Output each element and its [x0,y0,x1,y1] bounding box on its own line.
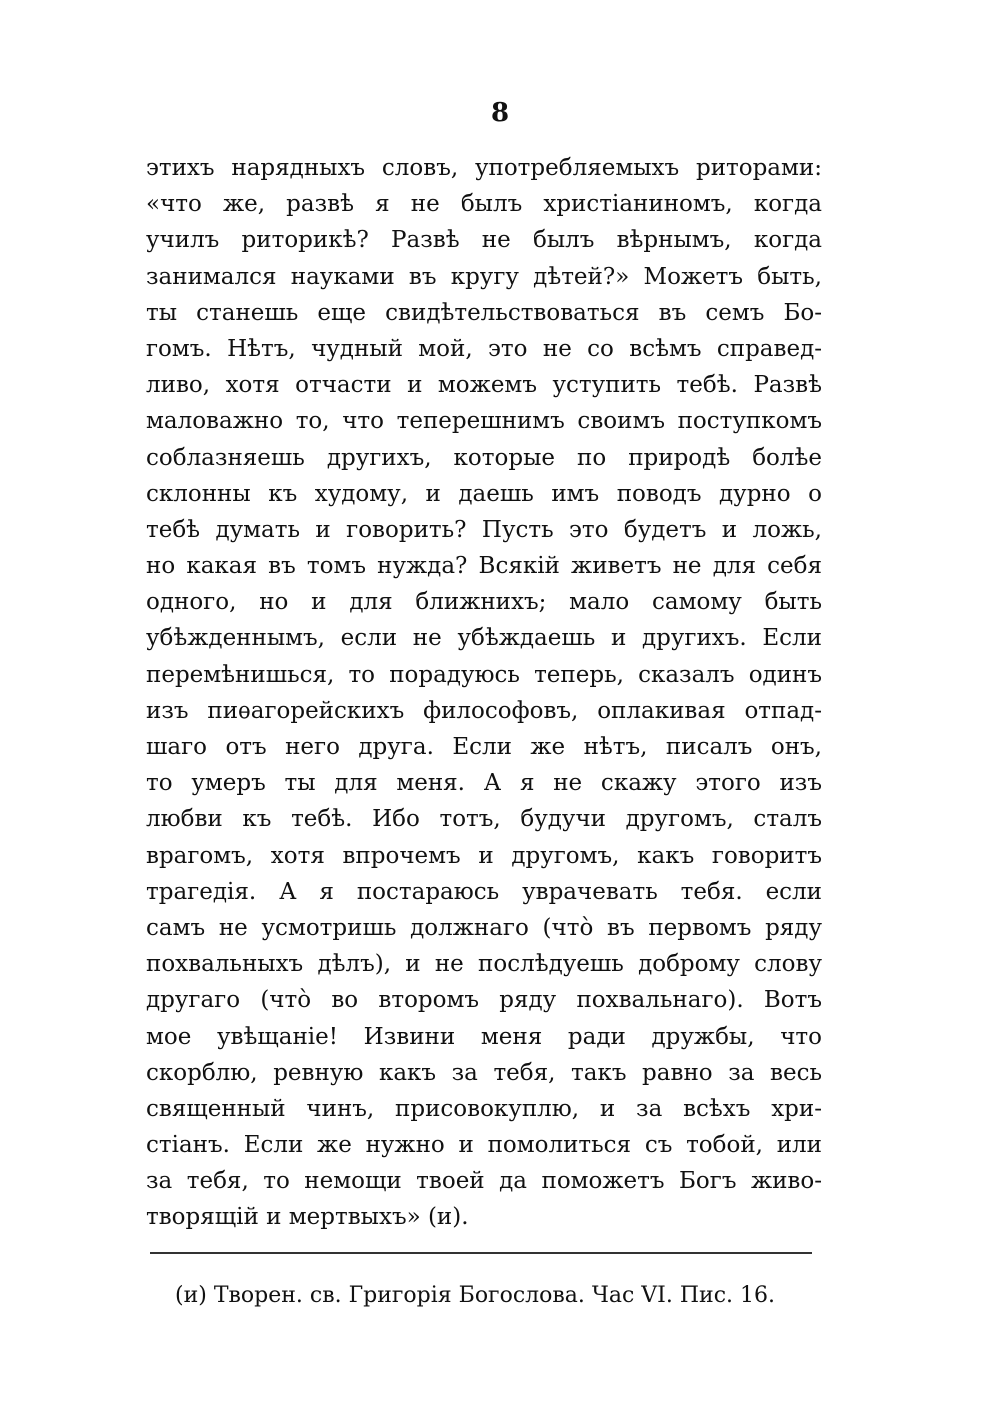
page-number: 8 [490,98,510,128]
text-line: самъ не усмотришь должнаго (что̀ въ первомъ ряду [146,914,822,941]
text-line: изъ пиѳагорейскихъ философовъ, оплакивая отпад- [146,697,822,724]
text-line: шаго отъ него друга. Если же нѣтъ, писалъ онъ, [146,734,822,760]
text-line: мое увѣщаніе! Извини меня ради дружбы, что [146,1023,822,1050]
text-line: врагомъ, хотя впрочемъ и другомъ, какъ говоритъ [146,842,822,869]
text-line: другаго (что̀ во второмъ ряду похвальнаго). Вотъ [146,987,822,1014]
text-line: то умеръ ты для меня. А я не скажу этого изъ [146,770,822,797]
text-line: за тебя, то немощи твоей да поможетъ Богъ живо- [146,1168,822,1195]
text-line: стіанъ. Если же нужно и помолиться съ тобой, или [146,1132,822,1159]
footnote: (и) Творен. св. Григорія Богослова. Час VI. Пис. 16. [175,1283,776,1308]
body-text [146,150,822,1236]
text-line: но какая въ томъ нужда? Всякій живетъ не для себя [146,553,822,580]
text-line: ливо, хотя отчасти и можемъ уступить тебѣ. Развѣ [146,372,822,399]
text-line: соблазняешь другихъ, которые по природѣ болѣе [146,444,822,471]
text-line: гомъ. Нѣтъ, чудный мой, это не со всѣмъ справед- [146,335,822,362]
text-line: любви къ тебѣ. Ибо тотъ, будучи другомъ, сталъ [146,806,822,833]
text-line: тебѣ думать и говорить? Пусть это будетъ и ложь, [146,516,822,543]
footnote-divider [150,1252,812,1254]
text-line: священный чинъ, присовокуплю, и за всѣхъ хри- [146,1095,822,1122]
text-line: убѣжденнымъ, если не убѣждаешь и другихъ. Если [146,625,822,652]
text-line: «что же, развѣ я не былъ христіаниномъ, когда [146,191,822,218]
text-line: склонны къ худому, и даешь имъ поводъ дурно о [146,480,822,507]
text-line: похвальныхъ дѣлъ), и не послѣдуешь доброму слову [146,951,822,978]
text-line: занимался науками въ кругу дѣтей?» Можетъ быть, [146,263,822,290]
text-line: скорблю, ревную какъ за тебя, такъ равно за весь [146,1059,822,1086]
text-line: творящій и мертвыхъ» (и). [146,1204,469,1231]
text-line: ты станешь еще свидѣтельствоваться въ семъ Бо- [146,299,822,326]
text-line: трагедія. А я постараюсь уврачевать тебя. если [146,878,822,905]
text-line: этихъ нарядныхъ словъ, употребляемыхъ риторами: [146,155,822,181]
text-line: училъ риторикѣ? Развѣ не былъ вѣрнымъ, когда [146,227,822,254]
text-line: маловажно то, что теперешнимъ своимъ поступкомъ [146,408,822,435]
text-line: перемѣнишься, то порадуюсь теперь, сказалъ одинъ [146,661,822,688]
text-line: одного, но и для ближнихъ; мало самому быть [146,589,822,616]
